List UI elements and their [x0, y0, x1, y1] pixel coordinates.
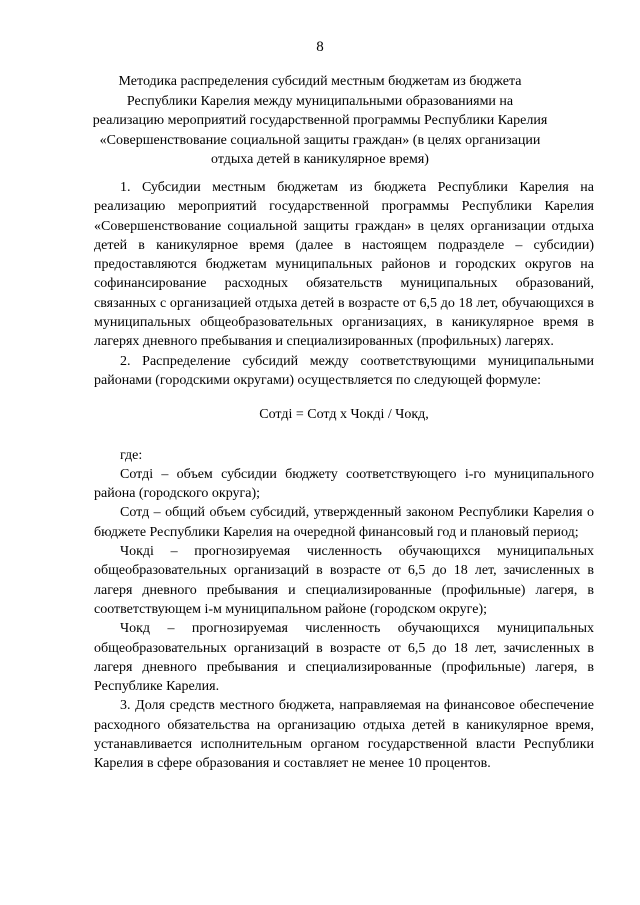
- section-title: Методика распределения субсидий местным бюджетам из бюджета Республики Карелия между муниципальными образованиями на реализацию мероприятий государственной программы Республики Карелия «Совершенствование социальной защиты граждан» (в целях организации отдыха детей в каникулярное время): [92, 74, 548, 167]
- page-number: 8: [316, 39, 324, 55]
- document-body: [94, 178, 594, 774]
- definition-sotd-i: Сотдi – объем субсидии бюджету соответствующего i-го муниципального района (городского округа);: [94, 466, 594, 502]
- paragraph-2: 2. Распределение субсидий между соответствующими муниципальными районами (городскими округами) осуществляется по следующей формуле:: [94, 353, 594, 388]
- paragraph-1: 1. Субсидии местным бюджетам из бюджета Республики Карелия на реализацию мероприятий государственной программы Республики Карелия «Совершенствование социальной защиты граждан» в целях организации отдыха детей в каникулярное время (далее в настоящем подразделе – субсидии) предоставляются бюджетам муниципальных районов и городских округов на софинансирование расходных обязательств муниципальных образований, связанных с организацией отдыха детей в возрасте от 6,5 до 18 лет, обучающихся в муниципальных общеобразовательных организациях, в каникулярное время в лагерях дневного пребывания и специализированных (профильных) лагерях.: [94, 180, 594, 350]
- formula-where: где:: [120, 447, 143, 463]
- formula: Сотдi = Сотд x Чокдi / Чокд,: [259, 407, 429, 423]
- definition-sotd: Сотд – общий объем субсидий, утвержденный законом Республики Карелия о бюджете Республики Карелия на очередной финансовый год и плановый период;: [94, 505, 594, 540]
- paragraph-3: 3. Доля средств местного бюджета, направляемая на финансовое обеспечение расходного обязательства на организацию отдыха детей в каникулярное время, устанавливается исполнительным органом государственной власти Республики Карелия в сфере образования и составляет не менее 10 процентов.: [94, 698, 594, 772]
- definition-chokd: Чокд – прогнозируемая численность обучающихся муниципальных общеобразовательных организаций в возрасте от 6,5 до 18 лет, зачисленных в лагеря дневного пребывания и специализированные (профильные) лагеря, в Республике Карелия.: [94, 621, 594, 695]
- definition-chokd-i: Чокдi – прогнозируемая численность обучающихся муниципальных общеобразовательных организаций в возрасте от 6,5 до 18 лет, зачисленных в лагеря дневного пребывания и специализированные (профильные) лагеря, в соответствующем i-м муниципальном районе (городском округе);: [94, 544, 594, 617]
